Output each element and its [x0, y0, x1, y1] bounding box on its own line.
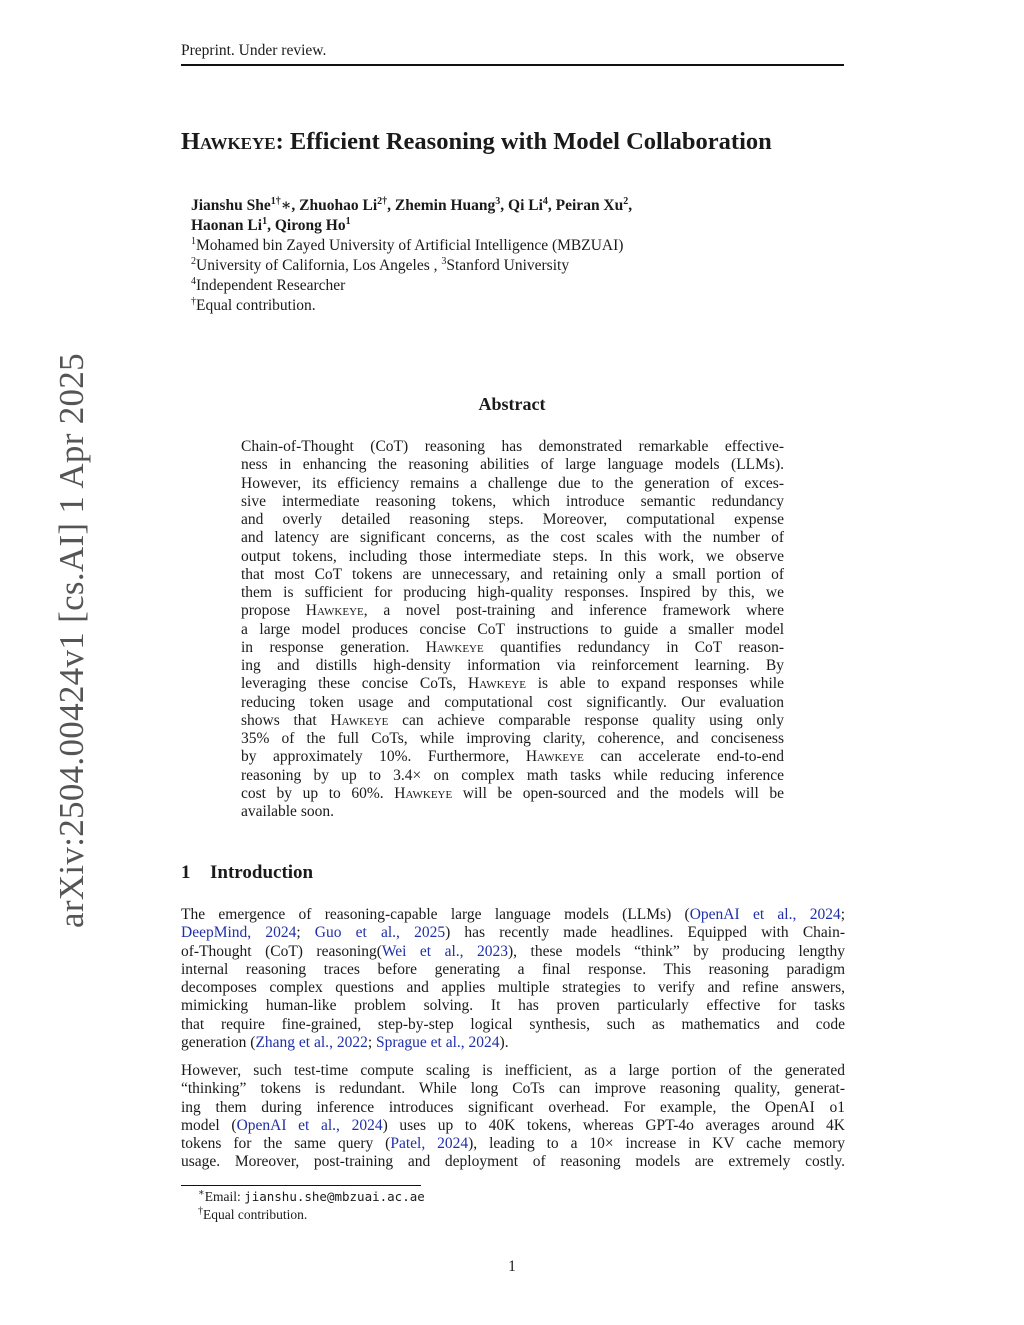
system-name: Hawkeye: [305, 602, 364, 620]
equal-contribution-note: [191, 297, 316, 315]
citation-author: DeepMind: [181, 924, 248, 942]
citation-author: Wei et al.: [381, 942, 460, 960]
email-address: jianshu.she@mbzuai.ac.ae: [244, 1189, 425, 1204]
title-system-name: Hawkeye: [181, 128, 276, 155]
author: Jianshu She: [191, 197, 271, 214]
body-line: [181, 924, 845, 942]
citation-year: 2025: [414, 924, 446, 942]
text: shows that: [241, 711, 331, 729]
author: Zhuohao Li: [299, 197, 378, 214]
abstract-line: [241, 675, 784, 693]
text: in response generation.: [241, 638, 426, 656]
body-line: decomposes complex questions and applies multiple strategies to verify and refine answers,: [181, 979, 845, 996]
author: Zhemin Huang: [394, 197, 496, 214]
affiliation-text: Stanford University: [446, 257, 570, 274]
affiliation-mark: 4: [191, 275, 196, 287]
footnote-rule: [181, 1185, 421, 1186]
text: ,: [247, 924, 266, 942]
page-number: 1: [508, 1258, 516, 1275]
abstract-heading: Abstract: [478, 394, 546, 414]
affiliation-mark: 1: [191, 235, 196, 247]
footnote-text: Email:: [204, 1189, 245, 1204]
text: ) uses up to 40K tokens, whereas GPT-4o averages around 4K: [382, 1116, 846, 1134]
affiliation-mark: 2: [191, 255, 196, 267]
author: Haonan Li: [191, 217, 263, 234]
abstract-body: [241, 438, 784, 821]
body-line: internal reasoning traces before generating a final response. This reasoning paradigm: [181, 960, 845, 978]
author-affiliation-mark: 1†: [270, 195, 281, 207]
text: can accelerate end-to-end: [583, 748, 784, 766]
system-name: Hawkeye: [525, 748, 584, 766]
abstract-line: [241, 748, 784, 766]
footnote-mark: †: [198, 1205, 203, 1217]
text: ;: [840, 906, 845, 923]
footnote-text: Equal contribution.: [203, 1207, 308, 1222]
body-line: However, such test-time compute scaling is inefficient, as a large portion of the generated: [181, 1062, 845, 1079]
citation-author: Zhang et al.: [255, 1033, 330, 1051]
citation-author: Guo et al.: [314, 924, 397, 942]
author-affiliation-mark: 1: [262, 215, 268, 227]
section-title: Introduction: [210, 862, 314, 883]
citation-year: 2022: [336, 1033, 368, 1051]
running-header: Preprint. Under review.: [181, 42, 327, 59]
text: of-Thought (CoT) reasoning(: [181, 942, 382, 960]
citation-year: 2024: [437, 1135, 469, 1152]
body-line: mimicking human-like problem solving. It has proven particularly effective for tasks: [181, 997, 845, 1015]
text: will be open-sourced and the models will be: [452, 784, 784, 802]
paper-title: [181, 128, 772, 156]
body-line: [181, 943, 845, 961]
body-line: “thinking” tokens is redundant. While long CoTs can improve reasoning quality, generat-: [181, 1080, 845, 1098]
abstract-line: Chain-of-Thought (CoT) reasoning has demonstrated remarkable effective-: [241, 438, 784, 455]
footnote-email: [198, 1189, 425, 1205]
abstract-line: [241, 712, 784, 730]
abstract-line: ing and distills high-density information via reinforcement learning. By: [241, 657, 784, 674]
body-line: that require fine-grained, step-by-step logical synthesis, such as mathematics and code: [181, 1015, 845, 1033]
author-affiliation-mark: 4: [542, 195, 548, 207]
intro-paragraph-2: [181, 1062, 845, 1172]
footnote-equal-contribution: [198, 1207, 307, 1223]
abstract-line: that most CoT tokens are unnecessary, and retaining only a small portion of: [241, 565, 784, 583]
text: ), leading to a 10× increase in KV cache memory: [468, 1135, 846, 1152]
body-line: [181, 1117, 845, 1135]
body-line: [181, 1135, 845, 1153]
text: ;: [367, 1033, 376, 1051]
header-rule: [181, 64, 844, 66]
citation-link[interactable]: [315, 924, 445, 941]
system-name: Hawkeye: [468, 675, 526, 693]
author-line-2: Haonan Li$^1$, Qirong Ho$^1$: [191, 215, 351, 234]
title-rest: : Efficient Reasoning with Model Collaboration: [275, 128, 772, 155]
citation-year: 2024: [351, 1116, 383, 1134]
affiliation-4: [191, 277, 345, 295]
citation-link[interactable]: [382, 943, 508, 960]
text: generation (: [181, 1033, 256, 1051]
intro-paragraph-1: [181, 906, 845, 1052]
text: ,: [421, 1135, 438, 1152]
text: ).: [499, 1033, 509, 1051]
abstract-line: available soon.: [241, 803, 334, 820]
abstract-line: [241, 602, 784, 620]
affiliation-mark: 3: [441, 255, 447, 267]
body-line: usage. Moreover, post-training and deployment of reasoning models are extremely costly.: [181, 1153, 845, 1171]
author-email-mark: ∗: [280, 197, 292, 214]
citation-author: Sprague et al.: [376, 1033, 461, 1051]
abstract-line: a large model produces concise CoT instructions to guide a smaller model: [241, 620, 784, 638]
affiliation-1: [191, 237, 623, 255]
author: Qirong Ho: [274, 217, 346, 234]
text: ;: [296, 924, 315, 942]
abstract-line: and overly detailed reasoning steps. Moreover, computational expense: [241, 511, 784, 528]
citation-author: OpenAI et al.: [236, 1116, 337, 1134]
section-number: 1: [181, 862, 191, 883]
affiliation-2-3: [191, 257, 569, 275]
affiliation-text: Mohamed bin Zayed University of Artificial Intelligence (MBZUAI): [196, 237, 624, 254]
system-name: Hawkeye: [330, 711, 389, 729]
abstract-line: sive intermediate reasoning tokens, which introduce semantic redundancy: [241, 492, 784, 510]
citation-link[interactable]: [255, 1034, 367, 1051]
text: ,: [329, 1033, 337, 1051]
citation-year: 2024: [809, 906, 841, 923]
abstract-line: [241, 785, 784, 803]
abstract-line: 35% of the full CoTs, while improving clarity, coherence, and conciseness: [241, 730, 784, 747]
system-name: Hawkeye: [425, 638, 484, 656]
text: , a novel post-training and inference framework where: [363, 602, 784, 620]
text: tokens for the same query (: [181, 1135, 391, 1152]
citation-year: 2023: [477, 942, 508, 960]
author-line-1: Jianshu She$^{1\dagger}$∗, Zhuohao $Li^{2\dagger}$, Zhemin Huang$^3$, Qi Li$^4$, Peiran Xu$^2$,: [191, 195, 633, 214]
citation-link[interactable]: [390, 1135, 468, 1152]
affiliation-text: Independent Researcher: [196, 277, 346, 294]
abstract-line: them is sufficient for producing high-quality responses. Inspired by this, we: [241, 584, 784, 601]
abstract-line: and latency are significant concerns, as the cost scales with the number of: [241, 529, 784, 547]
section-heading: [181, 862, 313, 884]
text: can achieve comparable response quality using only: [388, 711, 784, 729]
abstract-line: However, its efficiency remains a challenge due to the generation of exces-: [241, 474, 784, 492]
text: ), these models “think” by producing lengthy: [508, 942, 845, 960]
abstract-line: reducing token usage and computational cost significantly. Our evaluation: [241, 693, 784, 711]
arxiv-identifier: arXiv:2504.00424v1 [cs.AI] 1 Apr 2025: [52, 353, 91, 928]
text: leveraging these concise CoTs,: [241, 675, 469, 693]
text: ,: [459, 942, 477, 960]
citation-author: Patel: [390, 1135, 422, 1152]
author-affiliation-mark: 2: [623, 195, 629, 207]
text: The emergence of reasoning-capable large language models (LLMs) (: [181, 906, 690, 923]
text: ,: [336, 1116, 352, 1134]
text: cost by up to 60%.: [241, 784, 395, 802]
text: propose: [241, 602, 306, 620]
author: Qi Li: [508, 197, 543, 214]
text: quantifies redundancy in CoT reason-: [483, 638, 784, 656]
citation-link[interactable]: [376, 1034, 500, 1051]
text: ,: [396, 924, 415, 942]
citation-link[interactable]: [237, 1117, 383, 1134]
text: ,: [792, 906, 810, 923]
author-affiliation-mark: 2†: [377, 195, 388, 207]
abstract-line: ness in enhancing the reasoning abilities of large language models (LLMs).: [241, 456, 784, 474]
abstract-line: reasoning by up to 3.4× on complex math tasks while reducing inference: [241, 766, 784, 784]
citation-link[interactable]: [690, 906, 841, 923]
text: model (: [181, 1116, 237, 1134]
affiliation-text: Equal contribution.: [196, 297, 316, 314]
citation-year: 2024: [468, 1033, 500, 1051]
body-line: ing them during inference introduces significant overhead. For example, the OpenAI o1: [181, 1098, 845, 1116]
affiliation-mark: †: [191, 295, 196, 307]
body-line: [181, 906, 845, 924]
author-affiliation-mark: 1: [345, 215, 351, 227]
citation-link[interactable]: [181, 924, 296, 941]
body-line: [181, 1034, 845, 1052]
abstract-line: [241, 639, 784, 657]
text: is able to expand responses while: [525, 675, 784, 693]
text: ,: [460, 1033, 469, 1051]
text: ) has recently made headlines. Equipped with Chain-: [445, 924, 846, 942]
author: Peiran Xu: [555, 197, 624, 214]
footnote-mark: ∗: [198, 1187, 205, 1199]
text: by approximately 10%. Furthermore,: [241, 748, 526, 766]
system-name: Hawkeye: [394, 784, 453, 802]
affiliation-text: University of California, Los Angeles ,: [196, 257, 442, 274]
abstract-line: output tokens, including those intermediate steps. In this work, we observe: [241, 547, 784, 565]
citation-year: 2024: [265, 924, 297, 942]
author-list: [191, 196, 632, 236]
citation-author: OpenAI et al.: [689, 906, 793, 923]
author-affiliation-mark: 3: [495, 195, 501, 207]
